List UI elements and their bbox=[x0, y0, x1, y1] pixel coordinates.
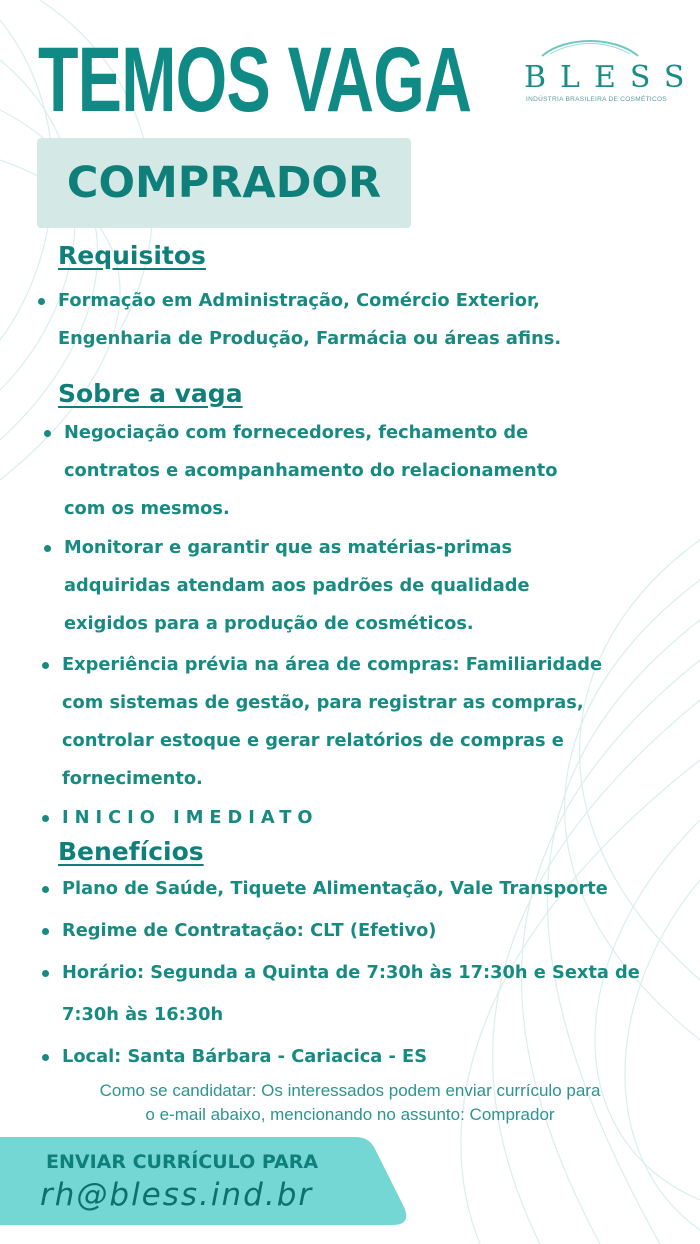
beneficios-line: Regime de Contratação: CLT (Efetivo) bbox=[62, 920, 437, 941]
sobre-line: exigidos para a produção de cosméticos. bbox=[64, 613, 474, 634]
sobre-list-continued bbox=[40, 646, 602, 838]
sobre-title: Sobre a vaga bbox=[58, 379, 243, 408]
requisitos-line: Engenharia de Produção, Farmácia ou áreas afins. bbox=[58, 328, 562, 349]
headline: TEMOS VAGA bbox=[38, 29, 472, 131]
sobre-line: Experiência prévia na área de compras: Familiaridade bbox=[62, 654, 603, 675]
sobre-item bbox=[42, 414, 557, 528]
send-cv-banner bbox=[0, 1137, 410, 1225]
beneficios-line: Local: Santa Bárbara - Cariacica - ES bbox=[62, 1046, 428, 1067]
beneficios-line: Plano de Saúde, Tiquete Alimentação, Vale Transporte bbox=[62, 878, 608, 899]
sobre-line: fornecimento. bbox=[62, 768, 203, 789]
sobre-line: adquiridas atendam aos padrões de qualidade bbox=[64, 575, 530, 596]
sobre-line: com sistemas de gestão, para registrar as compras, bbox=[62, 692, 584, 713]
sobre-line: contratos e acompanhamento do relacionamento bbox=[64, 460, 558, 481]
cta-email-link[interactable]: rh@bless.ind.br bbox=[40, 1177, 314, 1213]
beneficios-item bbox=[40, 868, 640, 910]
sobre-line: Monitorar e garantir que as matérias-primas bbox=[64, 537, 513, 558]
beneficios-item bbox=[40, 910, 640, 952]
sobre-item bbox=[42, 529, 557, 643]
beneficios-item bbox=[40, 952, 640, 1036]
requisitos-list bbox=[36, 282, 561, 358]
beneficios-line: Horário: Segunda a Quinta de 7:30h às 17:30h e Sexta de bbox=[62, 962, 640, 983]
beneficios-title: Benefícios bbox=[58, 837, 204, 866]
logo-name: BLESS bbox=[524, 60, 699, 95]
how-to-apply-line: o e-mail abaixo, mencionando no assunto: Comprador bbox=[145, 1105, 555, 1124]
sobre-line: INICIO IMEDIATO bbox=[62, 807, 319, 828]
bless-logo bbox=[518, 34, 699, 114]
sobre-item-inicio bbox=[40, 799, 602, 837]
how-to-apply-line: Como se candidatar: Os interessados podem enviar currículo para bbox=[99, 1081, 601, 1100]
sobre-line: controlar estoque e gerar relatórios de compras e bbox=[62, 730, 564, 751]
sobre-list bbox=[42, 414, 557, 644]
beneficios-item bbox=[40, 1036, 640, 1078]
cta-label: ENVIAR CURRÍCULO PARA bbox=[46, 1151, 319, 1173]
role-box bbox=[37, 138, 411, 228]
requisitos-line: Formação em Administração, Comércio Exterior, bbox=[58, 290, 540, 311]
requisitos-title: Requisitos bbox=[58, 241, 206, 270]
requisitos-item bbox=[36, 282, 561, 358]
role-title: COMPRADOR bbox=[66, 158, 382, 208]
sobre-item bbox=[40, 646, 602, 798]
sobre-line: com os mesmos. bbox=[64, 498, 230, 519]
sobre-line: Negociação com fornecedores, fechamento de bbox=[64, 422, 529, 443]
how-to-apply bbox=[0, 1079, 700, 1127]
logo-arc-icon bbox=[540, 34, 640, 58]
logo-tagline: INDÚSTRIA BRASILEIRA DE COSMÉTICOS bbox=[526, 96, 667, 103]
beneficios-line: 7:30h às 16:30h bbox=[62, 1004, 224, 1025]
beneficios-list bbox=[40, 868, 640, 1078]
